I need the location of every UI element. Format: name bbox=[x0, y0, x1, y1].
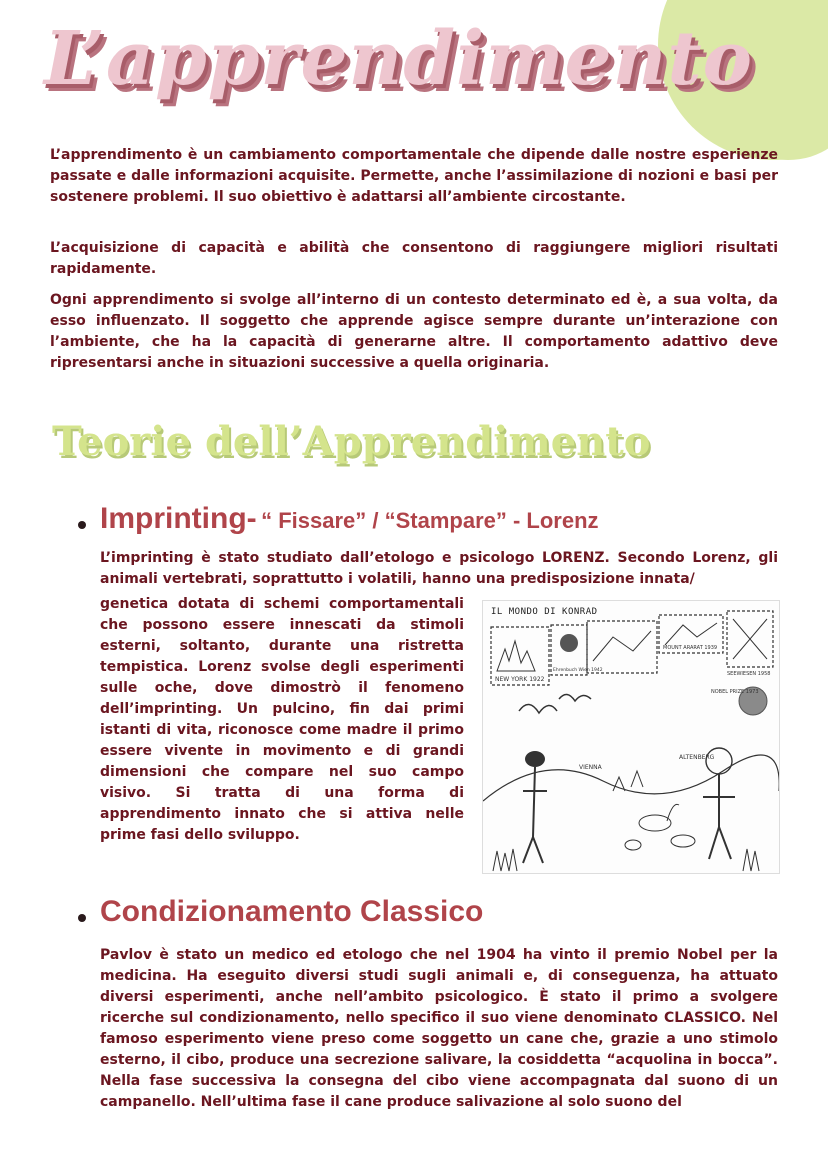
label-nobel: NOBEL PRIZE 1973 bbox=[711, 689, 759, 695]
imprinting-heading bbox=[100, 502, 599, 536]
imprinting-text-full: L’imprinting è stato studiato dall’etologo e psicologo LORENZ. Secondo Lorenz, gli animali vertebrati, soprattutto i volatili, hanno una predisposizione innata/ bbox=[100, 550, 778, 587]
label-mount-ararat: MOUNT ARARAT 1939 bbox=[663, 645, 718, 651]
conditioning-text: Pavlov è stato un medico ed etologo che nel 1904 ha vinto il premio Nobel per la medicina. Ha eseguito diversi studi sugli animali e, di conseguenza, ha attuato diversi esperimenti, anche nell’ambito psicologico. È stato il primo a svolgere ricerche sul condizionamento, nello specifico il suo viene denominato CLASSICO. Nel famoso esperimento viene preso come soggetto un cane che, grazie a uno stimolo esterno, il cibo, produce una secrezione salivare, la cosiddetta “acquolina in bocca”. Nella fase successiva la consegna del cibo viene accompagnata dal suono di un campanello. Nell’ultima fase il cane produce salivazione al solo suono del bbox=[100, 947, 778, 1110]
page-title: L’apprendimento bbox=[44, 16, 753, 102]
label-seewiesen: SEEWIESEN 1958 bbox=[727, 671, 771, 677]
imprinting-heading-rest: “ Fissare” / “Stampare” - Lorenz bbox=[261, 508, 599, 533]
illustration-drawing bbox=[483, 601, 779, 873]
bullet-icon bbox=[78, 521, 86, 529]
conditioning-heading-text: Condizionamento Classico bbox=[100, 895, 484, 928]
intro-paragraph-2: L’acquisizione di capacità e abilità che consentono di raggiungere migliori risultati rapidamente. bbox=[50, 240, 778, 277]
bullet-icon bbox=[78, 914, 86, 922]
conditioning-heading bbox=[100, 895, 483, 929]
label-vienna: VIENNA bbox=[579, 764, 602, 771]
label-ehrenbuch: Ehrenbuch Wien 1942 bbox=[553, 668, 603, 673]
label-altenberg: ALTENBERG bbox=[679, 754, 715, 761]
illustration-title: IL MONDO DI KONRAD bbox=[491, 607, 598, 617]
imprinting-text-column: genetica dotata di schemi comportamentali che possono essere innescati da stimoli esterni, soltanto, durante una ristretta tempistica. Lorenz svolse degli esperimenti sulle oche, dove dimostrò il fenomeno dell’imprinting. Un pulcino, fin dai primi istanti di vita, riconosce come madre il primo essere vivente in movimento e di grandi dimensioni che compare nel suo campo visivo. Si tratta di una forma di apprendimento innato che si attiva nelle prime fasi dello sviluppo. bbox=[100, 596, 464, 843]
imprinting-heading-main: Imprinting- bbox=[100, 502, 257, 535]
intro-paragraph-3: Ogni apprendimento si svolge all’interno di un contesto determinato ed è, a sua volta, da esso influenzato. Il soggetto che apprende agisce sempre durante un’interazione con l’ambiente, che ha la capacità di generarne altre. Il comportamento adattivo deve ripresentarsi anche in situazioni successive a quella originaria. bbox=[50, 292, 778, 371]
konrad-illustration bbox=[482, 600, 780, 874]
section-title: Teorie dell’Apprendimento bbox=[52, 418, 651, 465]
label-new-york: NEW YORK 1922 bbox=[495, 676, 545, 683]
intro-paragraph-1: L’apprendimento è un cambiamento comportamentale che dipende dalle nostre esperienze passate e dalle informazioni acquisite. Permette, anche l’assimilazione di nozioni e basi per sostenere problemi. Il suo obiettivo è adattarsi all’ambiente circostante. bbox=[50, 147, 778, 205]
